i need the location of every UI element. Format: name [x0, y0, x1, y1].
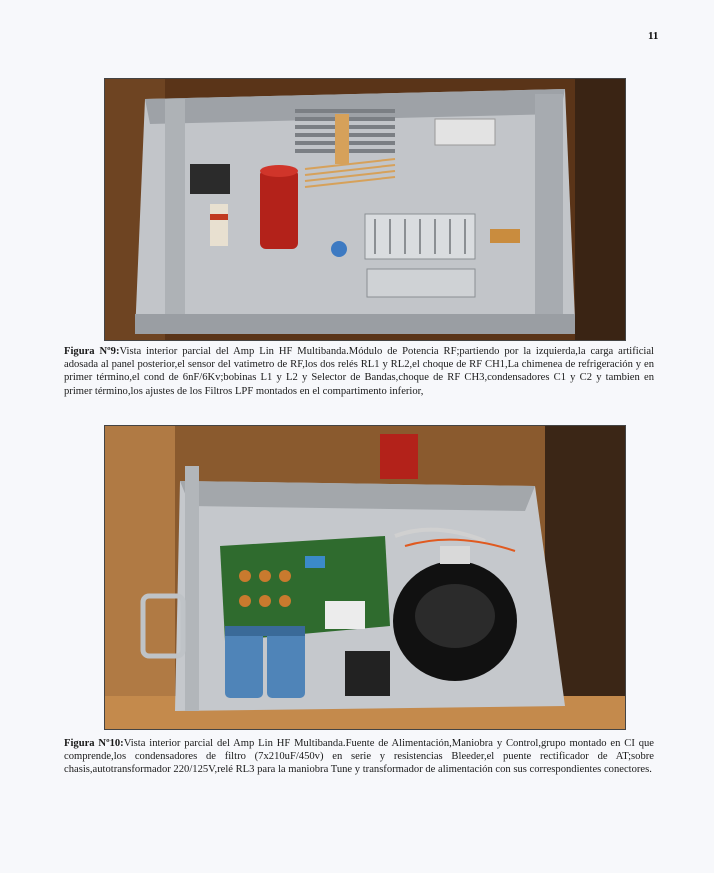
page-number: 11	[648, 30, 659, 42]
figure-9-caption	[64, 345, 654, 398]
figure-9-caption-text: Vista interior parcial del Amp Lin HF Multibanda.Módulo de Potencia RF;partiendo por la izquierda,la carga artificial adosada al panel posterior,el sensor del vatimetro de RF,los dos relés RL1 y RL2,el choque de RF CH1,La chimenea de refrigeración y en primer término,el cond de 6nF/6Kv;bobinas L1 y L2 y Selector de Bandas,choque de RF CH3,condensadores C1 y C2 y tambien en primer término,los ajustes de los Filtros LPF montados en el compartimento inferior,	[64, 346, 654, 397]
figure-10-caption-text: Vista interior parcial del Amp Lin HF Multibanda.Fuente de Alimentación,Maniobra y Control,grupo montado en CI que comprende,los condensadores de filtro (7x210uF/450v) en serie y resistencias Bleeder,el puente rectificador de AT;sobre chasis,autotransformador 220/125V,relé RL3 para la maniobra Tune y transformador de alimentación con sus correspondientes conectores.	[64, 738, 654, 776]
figure-10-caption	[64, 737, 654, 777]
figure-9-photo	[104, 78, 626, 341]
figure-10-label: Figura Nº10:	[64, 738, 124, 749]
figure-9-label: Figura Nº9:	[64, 346, 120, 357]
figure-10-photo	[104, 425, 626, 730]
